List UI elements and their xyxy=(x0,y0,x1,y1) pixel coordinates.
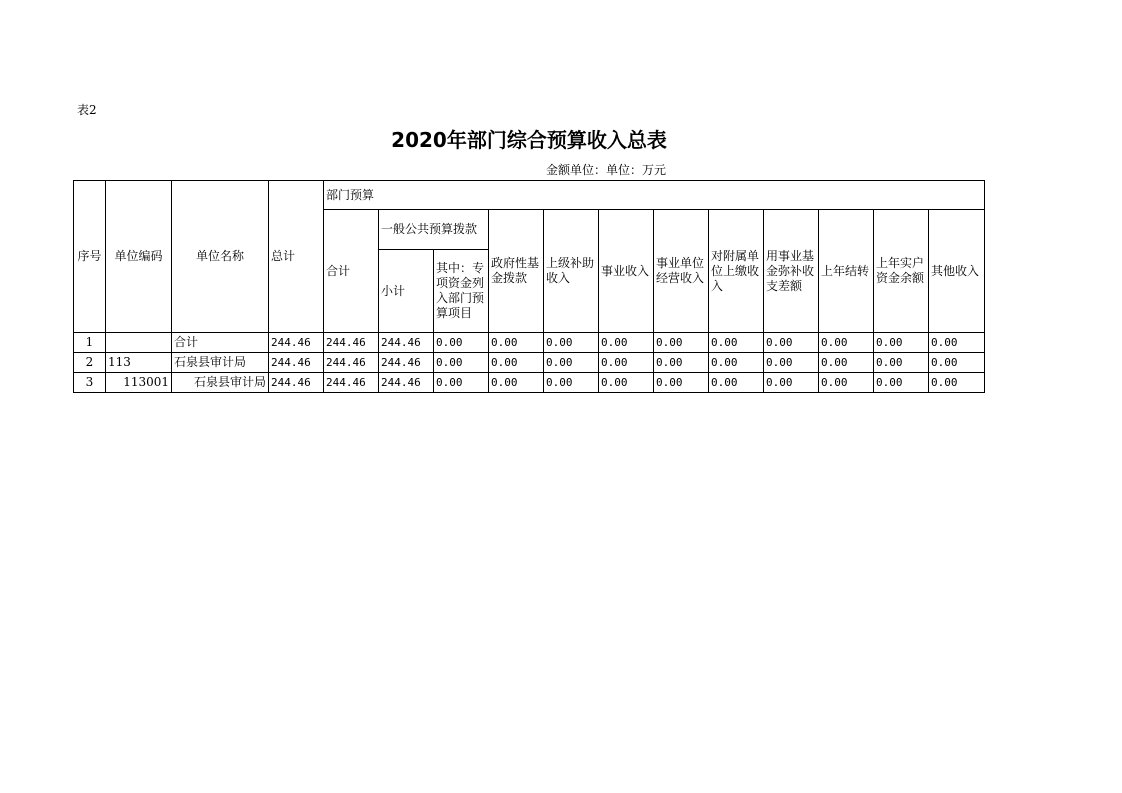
row-affiliated-remit: 0.00 xyxy=(709,333,764,353)
row-unit-name: 石泉县审计局 xyxy=(172,353,269,373)
row-business-income: 0.00 xyxy=(599,373,654,393)
row-gov-fund: 0.00 xyxy=(489,333,544,353)
row-business-operating: 0.00 xyxy=(654,333,709,353)
table-body xyxy=(74,333,985,393)
header-superior-subsidy: 上级补助收入 xyxy=(544,210,599,333)
amount-unit-label: 金额单位：单位：万元 xyxy=(546,163,667,177)
table-row xyxy=(74,333,985,353)
row-last-year-balance: 0.00 xyxy=(874,353,929,373)
row-superior-subsidy: 0.00 xyxy=(544,373,599,393)
row-fund-make-up: 0.00 xyxy=(764,353,819,373)
header-unit-name: 单位名称 xyxy=(172,181,269,333)
header-other-income: 其他收入 xyxy=(929,210,985,333)
row-special-funds: 0.00 xyxy=(434,373,489,393)
row-last-year-balance: 0.00 xyxy=(874,333,929,353)
row-fund-make-up: 0.00 xyxy=(764,373,819,393)
row-business-income: 0.00 xyxy=(599,353,654,373)
row-business-operating: 0.00 xyxy=(654,373,709,393)
header-unit-code: 单位编码 xyxy=(106,181,172,333)
row-unit-code xyxy=(106,333,172,353)
header-gov-fund: 政府性基金拨款 xyxy=(489,210,544,333)
row-last-year-carryover: 0.00 xyxy=(819,333,874,353)
header-special-funds: 其中：专项资金列入部门预算项目 xyxy=(434,250,489,333)
table-row xyxy=(74,373,985,393)
header-last-year-balance: 上年实户资金余额 xyxy=(874,210,929,333)
budget-income-table xyxy=(73,180,985,393)
header-business-unit-operating: 事业单位经营收入 xyxy=(654,210,709,333)
row-superior-subsidy: 0.00 xyxy=(544,353,599,373)
row-small-total: 244.46 xyxy=(379,353,434,373)
row-grand-total: 244.46 xyxy=(269,333,324,353)
header-fund-make-up: 用事业基金弥补收支差额 xyxy=(764,210,819,333)
header-sum: 合计 xyxy=(324,210,379,333)
row-affiliated-remit: 0.00 xyxy=(709,353,764,373)
row-last-year-carryover: 0.00 xyxy=(819,373,874,393)
row-unit-name: 合计 xyxy=(172,333,269,353)
header-dept-budget: 部门预算 xyxy=(324,181,985,210)
row-other-income: 0.00 xyxy=(929,373,985,393)
row-small-total: 244.46 xyxy=(379,333,434,353)
row-seq: 2 xyxy=(74,353,106,373)
row-grand-total: 244.46 xyxy=(269,373,324,393)
row-small-total: 244.46 xyxy=(379,373,434,393)
header-affiliated-remit: 对附属单位上缴收入 xyxy=(709,210,764,333)
row-seq: 3 xyxy=(74,373,106,393)
header-business-income: 事业收入 xyxy=(599,210,654,333)
row-special-funds: 0.00 xyxy=(434,333,489,353)
row-fund-make-up: 0.00 xyxy=(764,333,819,353)
header-general-public-budget: 一般公共预算拨款 xyxy=(379,210,489,250)
row-unit-code: 113 xyxy=(106,353,172,373)
table-row xyxy=(74,353,985,373)
row-unit-code: 113001 xyxy=(106,373,172,393)
row-special-funds: 0.00 xyxy=(434,353,489,373)
row-last-year-carryover: 0.00 xyxy=(819,353,874,373)
row-unit-name: 石泉县审计局 xyxy=(172,373,269,393)
table-header xyxy=(74,181,985,333)
row-gov-fund: 0.00 xyxy=(489,373,544,393)
row-superior-subsidy: 0.00 xyxy=(544,333,599,353)
header-grand-total: 总计 xyxy=(269,181,324,333)
table-number-label: 表2 xyxy=(77,103,97,117)
page-title: 2020年部门综合预算收入总表 xyxy=(391,128,667,152)
row-seq: 1 xyxy=(74,333,106,353)
row-other-income: 0.00 xyxy=(929,333,985,353)
header-small-total: 小计 xyxy=(379,250,434,333)
header-last-year-carryover: 上年结转 xyxy=(819,210,874,333)
header-seq: 序号 xyxy=(74,181,106,333)
row-sum: 244.46 xyxy=(324,353,379,373)
row-other-income: 0.00 xyxy=(929,353,985,373)
row-sum: 244.46 xyxy=(324,373,379,393)
row-affiliated-remit: 0.00 xyxy=(709,373,764,393)
row-sum: 244.46 xyxy=(324,333,379,353)
row-grand-total: 244.46 xyxy=(269,353,324,373)
row-last-year-balance: 0.00 xyxy=(874,373,929,393)
row-business-income: 0.00 xyxy=(599,333,654,353)
row-gov-fund: 0.00 xyxy=(489,353,544,373)
row-business-operating: 0.00 xyxy=(654,353,709,373)
